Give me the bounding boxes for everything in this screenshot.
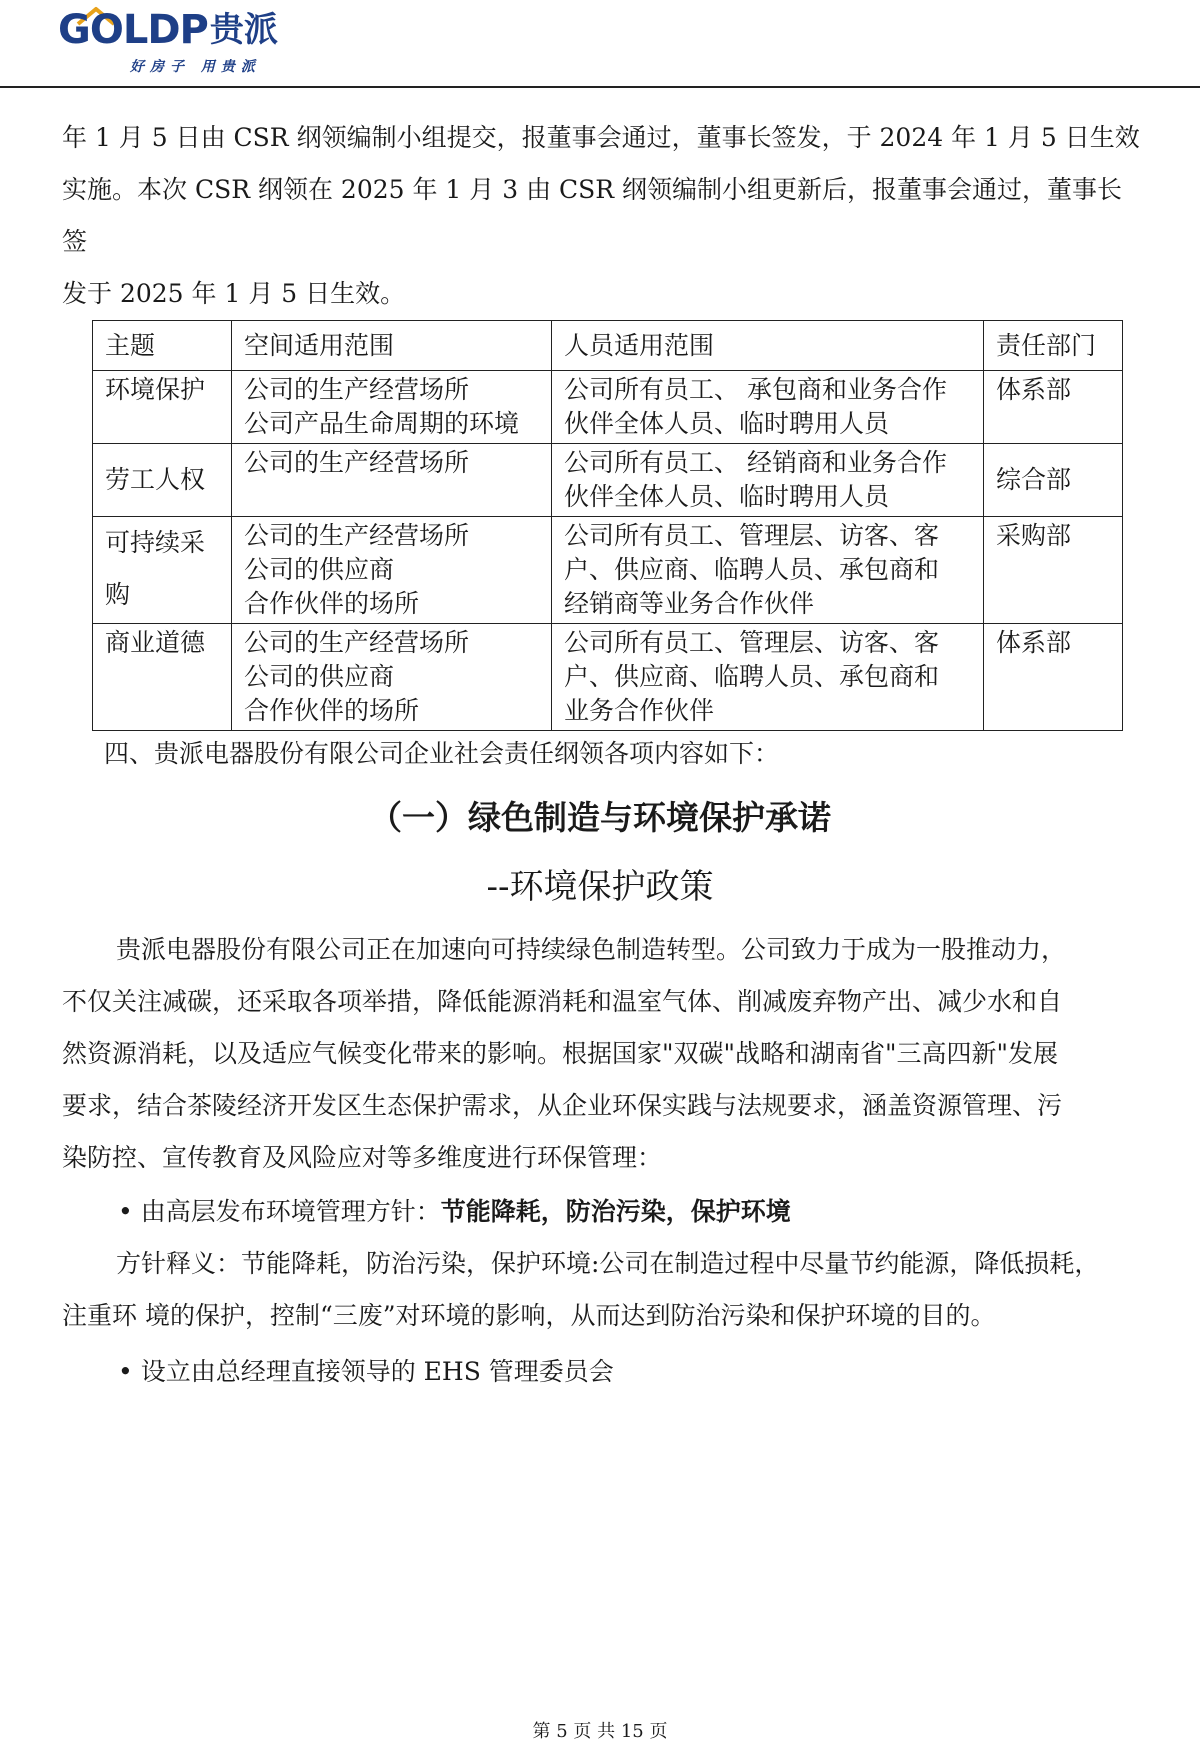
space-cell: 公司的生产经营场所 公司的供应商 合作伙伴的场所 [232, 624, 552, 731]
bullet-bold-text: 节能降耗，防治污染，保护环境 [440, 1197, 791, 1226]
policy-line: 不仅关注减碳，还采取各项举措，降低能源消耗和温室气体、削减废弃物产出、减少水和自 [62, 987, 1063, 1016]
scope-table [92, 320, 1123, 731]
section-four-text: 四、贵派电器股份有限公司企业社会责任纲领各项内容如下： [104, 739, 780, 768]
people-cell: 公司所有员工、 承包商和业务合作 伙伴全体人员、临时聘用人员 [552, 371, 984, 444]
logo-chinese-name: 贵派 [209, 10, 278, 50]
space-cell: 公司的生产经营场所 [232, 444, 552, 517]
table-row [93, 517, 1123, 624]
policy-line: 贵派电器股份有限公司正在加速向可持续绿色制造转型。公司致力于成为一股推动力， [116, 935, 1067, 964]
intro-paragraph [62, 112, 1144, 320]
table-row [93, 444, 1123, 517]
dept-cell: 体系部 [984, 371, 1123, 444]
policy-line: 染防控、宣传教育及风险应对等多维度进行环保管理： [62, 1143, 663, 1172]
table-header-cell: 人员适用范围 [552, 321, 984, 371]
people-cell: 公司所有员工、管理层、访客、客 户、供应商、临聘人员、承包商和 业务合作伙伴 [552, 624, 984, 731]
intro-line: 年 1 月 5 日由 CSR 纲领编制小组提交，报董事会通过，董事长签发，于 2024 年 1 月 5 日生效 [62, 123, 1140, 152]
people-cell: 公司所有员工、 经销商和业务合作 伙伴全体人员、临时聘用人员 [552, 444, 984, 517]
interpretation-line: 注重环 境的保护，控制“三废”对环境的影响，从而达到防治污染和保护环境的目的。 [62, 1301, 996, 1330]
bullet-environment-policy [118, 1186, 1200, 1238]
interpretation-paragraph [62, 1238, 1144, 1342]
dept-cell: 采购部 [984, 517, 1123, 624]
dept-cell: 体系部 [984, 624, 1123, 731]
policy-paragraph [62, 924, 1144, 1184]
table-header-cell: 主题 [93, 321, 232, 371]
page-number: 第 5 页 共 15 页 [532, 1721, 668, 1742]
goldp-logo [58, 8, 300, 74]
policy-line: 要求，结合茶陵经济开发区生态保护需求，从企业环保实践与法规要求，涵盖资源管理、污 [62, 1091, 1063, 1120]
logo-wordmark: GOLDP [58, 7, 208, 53]
section-one-heading: （一）绿色制造与环境保护承诺 [369, 798, 831, 837]
topic-cell: 劳工人权 [93, 444, 232, 517]
policy-subheading: --环境保护政策 [486, 867, 714, 907]
intro-line: 发于 2025 年 1 月 5 日生效。 [62, 279, 406, 308]
bullet-text: • 由高层发布环境管理方针： [118, 1197, 441, 1226]
topic-cell: 商业道德 [93, 624, 232, 731]
table-header-cell: 空间适用范围 [232, 321, 552, 371]
header-divider [0, 86, 1200, 88]
dept-cell: 综合部 [984, 444, 1123, 517]
topic-cell: 可持续采购 [93, 517, 232, 624]
table-row [93, 371, 1123, 444]
table-header-cell: 责任部门 [984, 321, 1123, 371]
bullet-ehs-committee: • 设立由总经理直接领导的 EHS 管理委员会 [118, 1357, 614, 1386]
intro-line: 实施。本次 CSR 纲领在 2025 年 1 月 3 由 CSR 纲领编制小组更新后，报董事会通过，董事长签 [62, 175, 1123, 256]
table-row [93, 624, 1123, 731]
space-cell: 公司的生产经营场所 公司产品生命周期的环境 [232, 371, 552, 444]
logo-slogan: 好房子 用贵派 [130, 59, 261, 75]
people-cell: 公司所有员工、管理层、访客、客 户、供应商、临聘人员、承包商和 经销商等业务合作伙伴 [552, 517, 984, 624]
topic-cell: 环境保护 [93, 371, 232, 444]
table-header-row [93, 321, 1123, 371]
page-header [0, 0, 1200, 88]
interpretation-line: 方针释义：节能降耗，防治污染，保护环境:公司在制造过程中尽量节约能源，降低损耗， [116, 1249, 1100, 1278]
space-cell: 公司的生产经营场所 公司的供应商 合作伙伴的场所 [232, 517, 552, 624]
policy-line: 然资源消耗，以及适应气候变化带来的影响。根据国家"双碳"战略和湖南省"三高四新"发展 [62, 1039, 1058, 1068]
